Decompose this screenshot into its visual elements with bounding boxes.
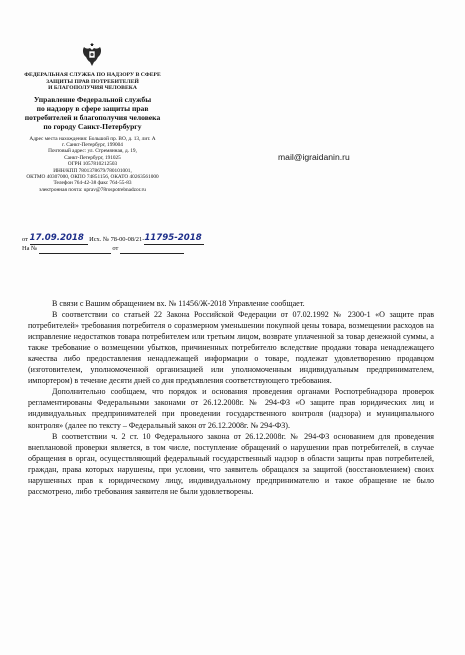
paragraph-grounds: В соответствии ч. 2 ст. 10 Федерального закона от 26.12.2008г. № 294-ФЗ основанием для проведения внеплановой проверки является, в том числе, поступление обращений о нарушении прав потребителей, в случае обращения в орган, осуществляющий федеральный государственный надзор в области защиты прав потребителей, граждан, права которых нарушены, при условии, что заявитель обращался за защитой (восстановлением) своих нарушенных прав к юридическому лицу, индивидуальному предпринимателю и такое обращение не было рассмотрено, либо требования заявителя не были удовлетворены. [28, 431, 434, 496]
paragraph-intro: В связи с Вашим обращением вх. № 11456/Ж-2018 Управление сообщает. [52, 299, 305, 308]
date-label: от [22, 236, 28, 243]
department-name: Управление Федеральной службы по надзору в сфере защиты прав потребителей и благополучия человека по городу Санкт-Петербургу [24, 94, 161, 132]
handwritten-ref-number: 11795-2018 [144, 233, 202, 243]
reply-date-label: от [112, 245, 119, 252]
handwritten-date: 17.09.2018 [29, 233, 84, 243]
ref-label: Исх. № [89, 236, 109, 243]
email-line: электронная почта: uprav@78rospotrebnadzor.ru [39, 186, 146, 193]
recipient-email: mail@igraidanin.ru [278, 152, 350, 162]
reply-to-label: На № [22, 245, 38, 252]
coat-of-arms-icon [81, 42, 103, 68]
ref-prefix: 78-00-08/21- [110, 236, 145, 243]
registration-block [22, 233, 204, 255]
paragraph-consumer-rights: В соответствии со статьей 22 Закона Российской Федерации от 07.02.1992 № 2300-1 «О защите прав потребителей» требования потребителя о соразмерном уменьшении покупной цены товара, возмещении расходов на исправление недостатков товара потребителем или третьим лицом, возврате уплаченной за товар денежной суммы, а также требование о возмещении убытков, причиненных потребителю вследствие продажи товара ненадлежащего качества либо предоставления ненадлежащей информации о товаре, подлежат удовлетворению продавцом (изготовителем, уполномоченной организацией или уполномоченным индивидуальным предпринимателем, импортером) в течение десяти дней со дня предъявления соответствующего требования. [28, 310, 434, 386]
letter-body [28, 298, 434, 497]
agency-name: ФЕДЕРАЛЬНАЯ СЛУЖБА ПО НАДЗОРУ В СФЕРЕ ЗАЩИТЫ ПРАВ ПОТРЕБИТЕЛЕЙ И БЛАГОПОЛУЧИЯ ЧЕЛОВЕКА [24, 72, 161, 92]
contact-details: Адрес места нахождения: Большой пр. ВО, д. 13, лит. А г. Санкт-Петербург, 199004 Почтовый адрес: ул. Стремянная, д. 19, Санкт-Петербург, 191025 ОГРН 1057810212503 ИНН/КПП 7801378679/780101001, ОКТМО 40307000, ОКПО 74851156, ОКАТО 40263561000 Телефон 764-42-38 факс 764-55-83 электронная почта: uprav@78rospotrebnadzor.ru [20, 136, 165, 194]
letterhead [20, 72, 165, 193]
paragraph-inspections: Дополнительно сообщаем, что порядок и основания проведения органами Роспотребнадзора проверок регламентированы Федеральными законами от 26.12.2008г. № 294-ФЗ «О защите прав юридических лиц и индивидуальных предпринимателей при проведении государственного контроля (надзора) и муниципального контроля» (далее по тексту – Федеральный закон от 26.12.2008г. № 294-ФЗ). [28, 387, 434, 430]
